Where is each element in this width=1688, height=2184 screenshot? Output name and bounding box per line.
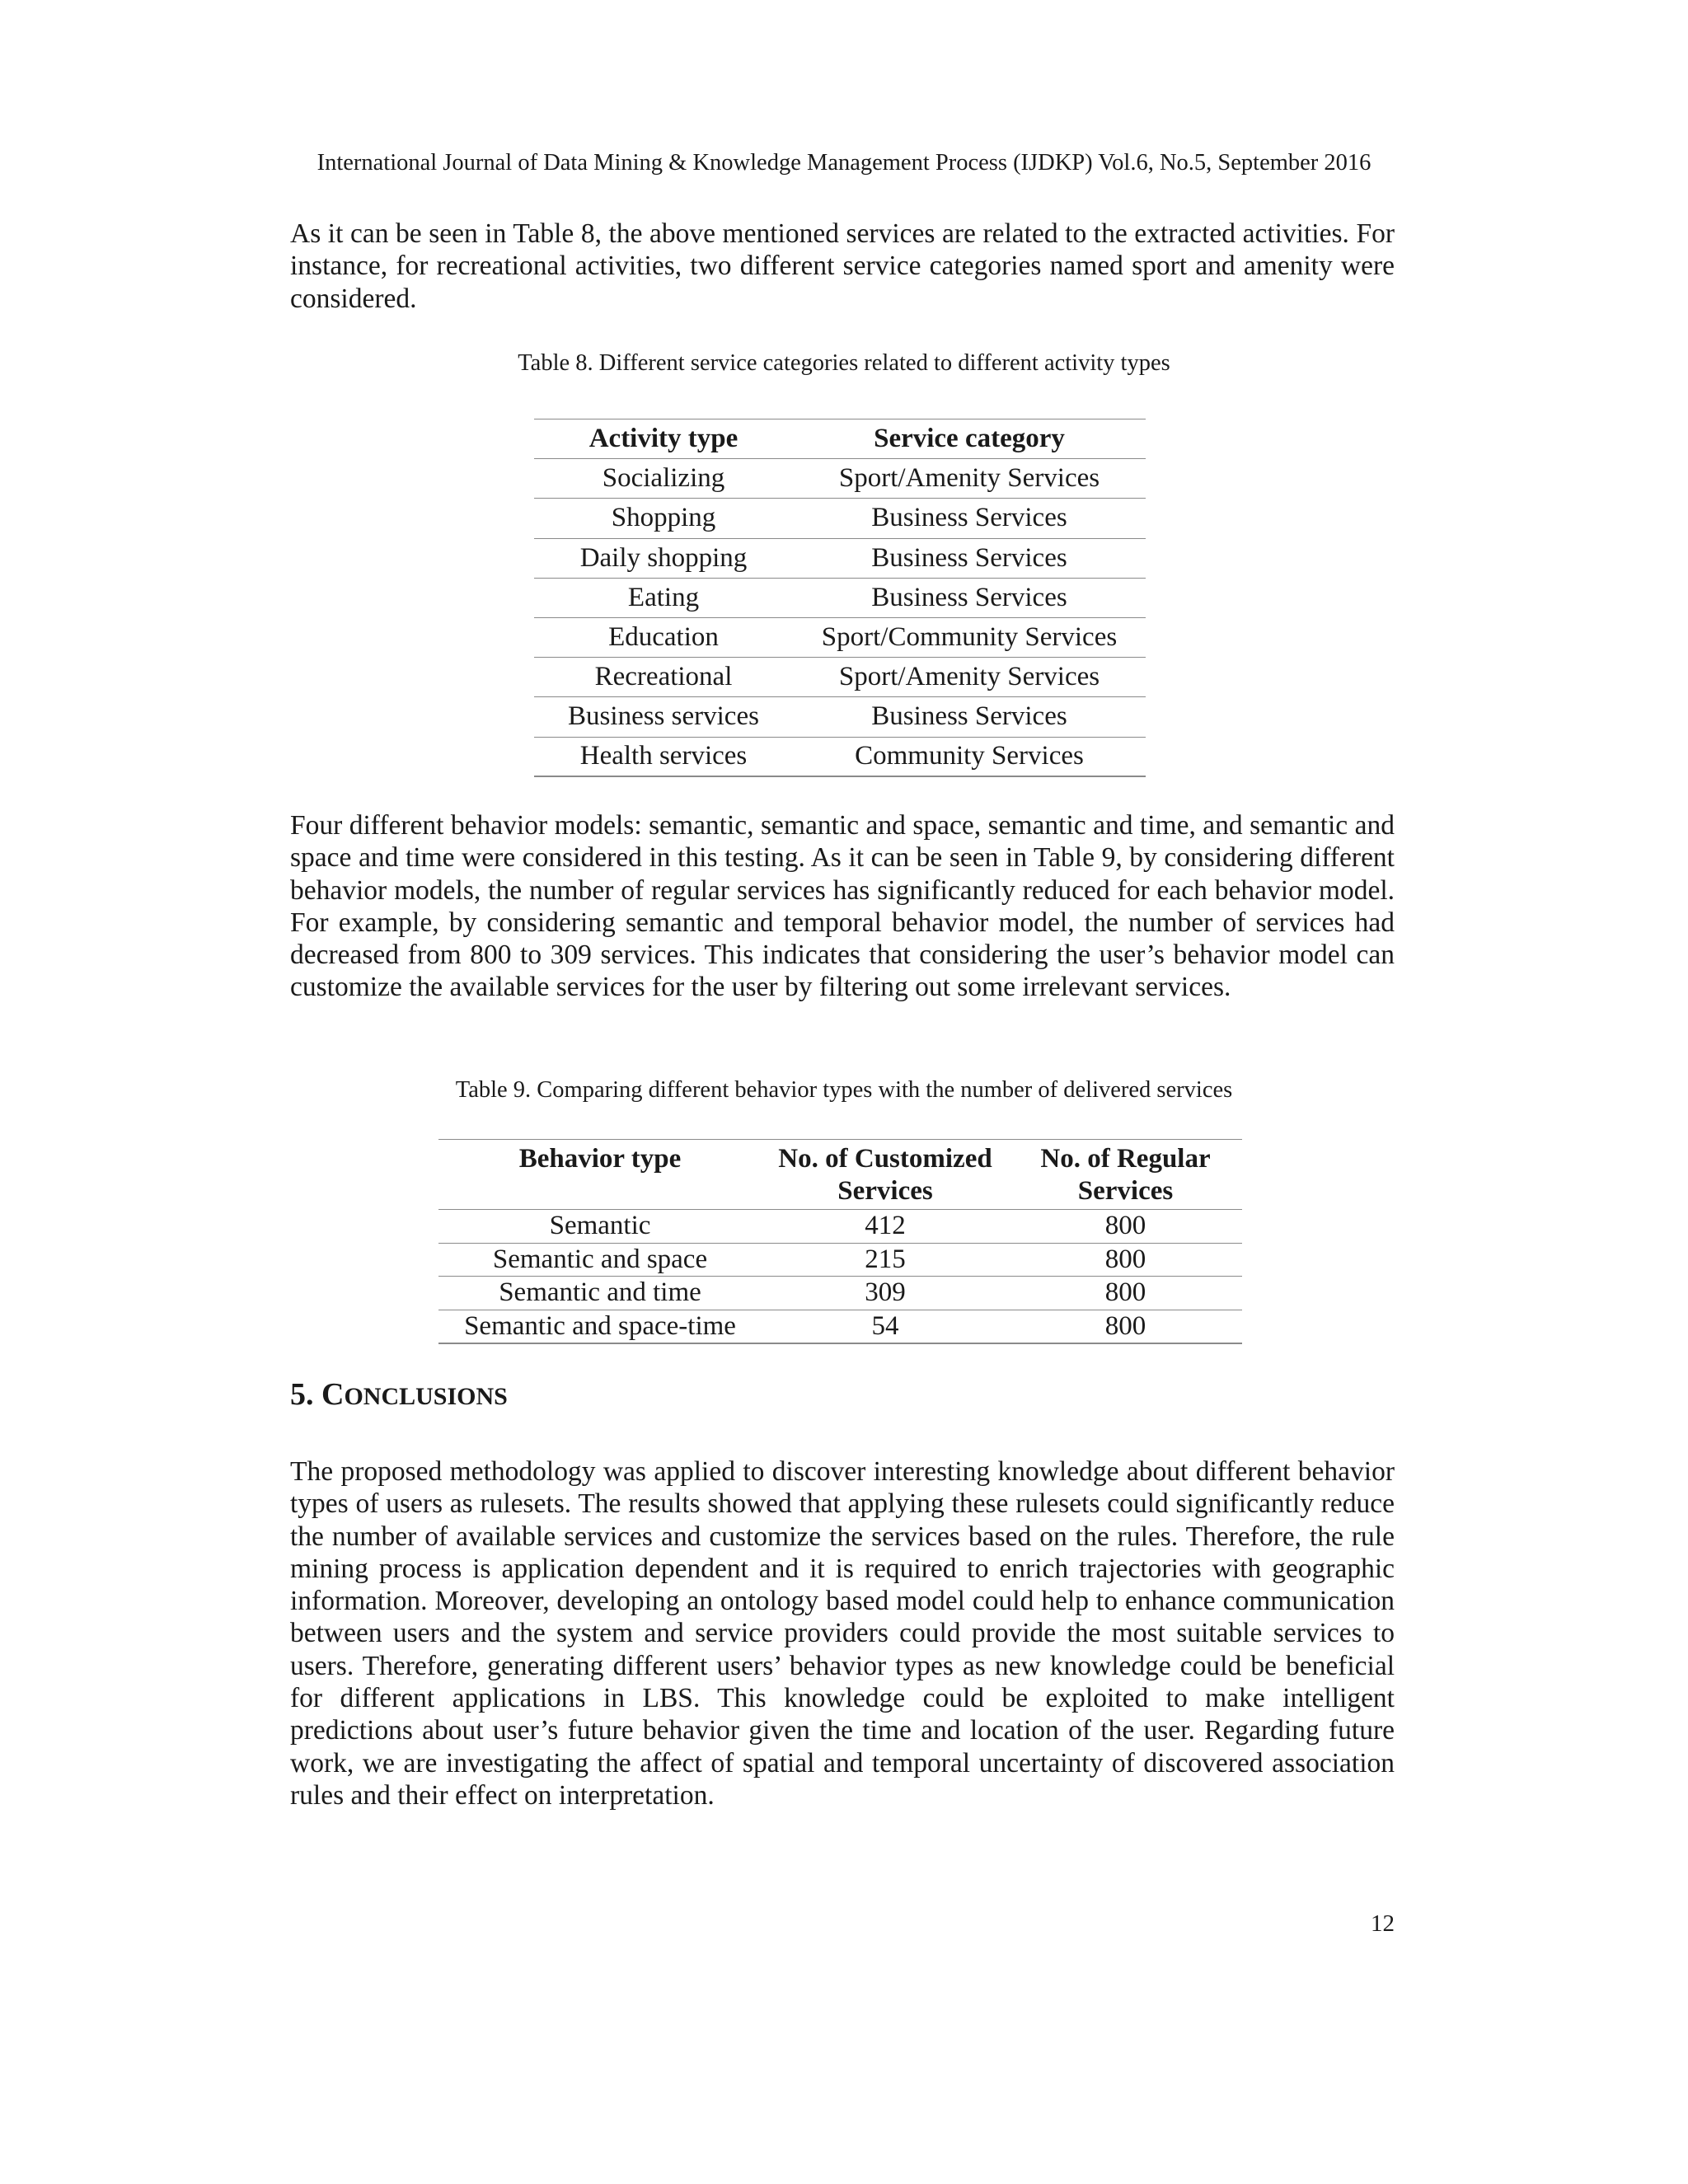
conclusion-paragraph: The proposed methodology was applied to discover interesting knowledge about different behavior types of users as rulesets. The results showed that applying these rulesets could significantly reduce the number of available services and customize the services based on the rules. Therefore, the rule mining process is application dependent and it is required to enrich trajectories with geographic information. Moreover, developing an ontology based model could help to enhance communication between users and the system and service providers could provide the most suitable services to users. Therefore, generating different users’ behavior types as new knowledge could be beneficial for different applications in LBS. This knowledge could be exploited to make intelligent predictions about user’s future behavior given the time and location of the user. Regarding future work, we are investigating the affect of spatial and temporal uncertainty of discovered association rules and their effect on interpretation. <box>290 1456 1395 1811</box>
table9-caption: Table 9. Comparing different behavior types with the number of delivered services <box>455 1077 1233 1103</box>
table9-header-regular <box>1009 1140 1242 1210</box>
table-row <box>534 499 1146 538</box>
table8-header-service-category: Service category <box>874 424 1065 454</box>
table8 <box>534 419 1146 777</box>
table8-cell-service: Business Services <box>793 499 1146 538</box>
table8-cell-activity: Daily shopping <box>534 538 793 578</box>
table8-cell-service: Sport/Amenity Services <box>793 658 1146 697</box>
table-row <box>534 658 1146 697</box>
table8-cell-activity: Education <box>534 617 793 657</box>
table8-cell-activity: Socializing <box>534 459 793 499</box>
table-row <box>438 1243 1242 1277</box>
table8-cell-activity: Shopping <box>534 499 793 538</box>
table8-cell-activity: Business services <box>534 697 793 737</box>
table9-header-customized-line1: No. of Customized <box>778 1144 992 1174</box>
table-row <box>534 737 1146 776</box>
section-number: 5. <box>290 1377 314 1412</box>
table9 <box>438 1139 1242 1344</box>
section-title-rest: ONCLUSIONS <box>344 1383 508 1410</box>
intro-paragraph: As it can be seen in Table 8, the above mentioned services are related to the extracted activities. For instance, for recreational activities, two different service categories named sport and amenity were considered. <box>290 218 1395 314</box>
table9-header-regular-line2: Services <box>1077 1176 1174 1206</box>
section-title-initial: C <box>321 1377 345 1412</box>
table-row <box>438 1210 1242 1244</box>
table8-caption: Table 8. Different service categories related to different activity types <box>518 350 1170 376</box>
table9-cell-regular: 800 <box>1009 1243 1242 1277</box>
table9-header-regular-line1: No. of Regular <box>1040 1144 1211 1174</box>
section-heading-conclusions <box>290 1376 508 1413</box>
table9-cell-regular: 800 <box>1009 1310 1242 1343</box>
table9-cell-behavior: Semantic and space-time <box>438 1310 762 1343</box>
table9-header-behavior-type <box>438 1140 762 1210</box>
table9-cell-regular: 800 <box>1009 1210 1242 1244</box>
table9-cell-behavior: Semantic and time <box>438 1277 762 1310</box>
table9-cell-regular: 800 <box>1009 1277 1242 1310</box>
table9-cell-customized: 309 <box>762 1277 1009 1310</box>
table8-cell-service: Business Services <box>793 697 1146 737</box>
table8-cell-service: Community Services <box>793 737 1146 776</box>
table9-header-customized-line2: Services <box>837 1176 933 1206</box>
table8-cell-service: Business Services <box>793 538 1146 578</box>
table8-cell-service: Sport/Community Services <box>793 617 1146 657</box>
table-row <box>534 697 1146 737</box>
table8-cell-activity: Health services <box>534 737 793 776</box>
table8-cell-activity: Recreational <box>534 658 793 697</box>
table8-cell-activity: Eating <box>534 578 793 617</box>
table-row <box>438 1277 1242 1310</box>
table9-cell-customized: 54 <box>762 1310 1009 1343</box>
table9-cell-customized: 412 <box>762 1210 1009 1244</box>
table-row <box>438 1310 1242 1343</box>
behavior-paragraph: Four different behavior models: semantic, semantic and space, semantic and time, and semantic and space and time were considered in this testing. As it can be seen in Table 9, by considering different behavior models, the number of regular services has significantly reduced for each behavior model. For example, by considering semantic and temporal behavior model, the number of services had decreased from 800 to 309 services. This indicates that considering the user’s behavior model can customize the available services for the user by filtering out some irrelevant services. <box>290 810 1395 1003</box>
table8-header-activity-type: Activity type <box>588 424 738 454</box>
table-row <box>534 459 1146 499</box>
table8-header-row <box>534 419 1146 459</box>
table9-header-behavior-type-text: Behavior type <box>518 1144 682 1174</box>
table9-header-customized <box>762 1140 1009 1210</box>
table8-cell-service: Sport/Amenity Services <box>793 459 1146 499</box>
table9-cell-customized: 215 <box>762 1243 1009 1277</box>
running-header: International Journal of Data Mining & Knowledge Management Process (IJDKP) Vol.6, No.5, September 2016 <box>316 150 1372 176</box>
page-number: 12 <box>1371 1910 1395 1937</box>
table9-cell-behavior: Semantic <box>438 1210 762 1244</box>
table9-cell-behavior: Semantic and space <box>438 1243 762 1277</box>
table-row <box>534 617 1146 657</box>
table9-header-row <box>438 1140 1242 1210</box>
table-row <box>534 578 1146 617</box>
table8-cell-service: Business Services <box>793 578 1146 617</box>
table-row <box>534 538 1146 578</box>
